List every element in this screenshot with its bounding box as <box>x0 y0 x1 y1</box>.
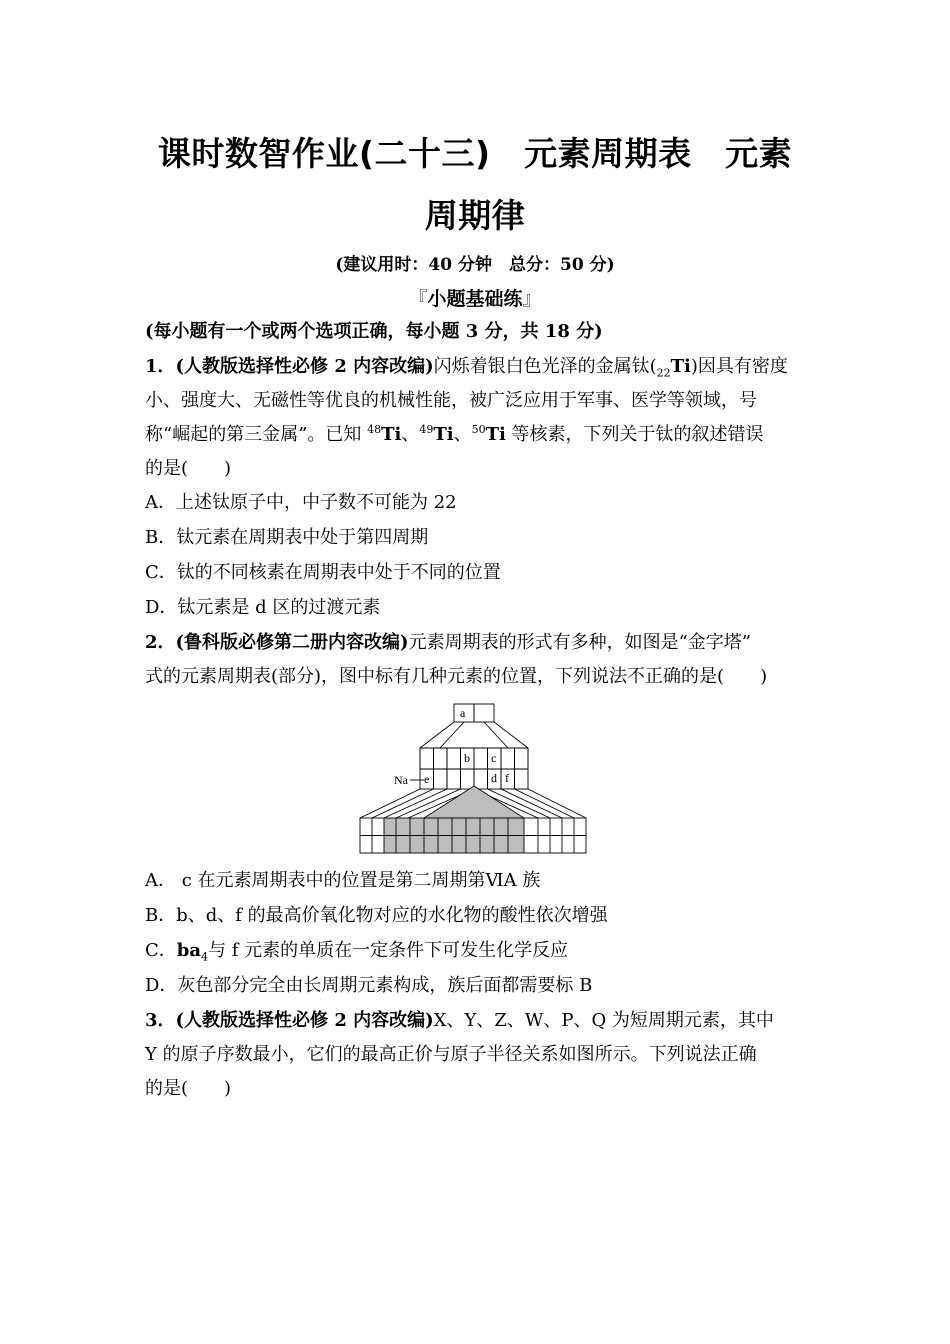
q2-option-c-text: 与 f 元素的单质在一定条件下可发生化学反应 <box>208 940 569 961</box>
q1-option-c: C．钛的不同核素在周期表中处于不同的位置 <box>145 562 501 583</box>
q2-source: (鲁科版必修第二册内容改编) <box>175 632 409 653</box>
q2-option-c <box>145 939 568 963</box>
q3-line2: Y 的原子序数最小，它们的最高正价与原子半径关系如图所示。下列说法正确 <box>145 1044 757 1065</box>
sep-2: 、 <box>453 424 472 445</box>
q2-line2: 式的元素周期表(部分)，图中标有几种元素的位置，下列说法不正确的是( ) <box>145 666 768 687</box>
q2-option-c-subscript: 4 <box>201 950 209 964</box>
q1-option-a: A．上述钛原子中，中子数不可能为 22 <box>145 492 457 513</box>
q1-line4: 的是( ) <box>145 458 232 479</box>
q1-element: Ti <box>670 356 691 377</box>
q3-line3: 的是( ) <box>145 1078 232 1099</box>
q2-option-b: B．b、d、f 的最高价氧化物对应的水化物的酸性依次增强 <box>145 905 608 926</box>
pyramid-periodic-table-figure <box>340 700 600 860</box>
q1-source: (人教版选择性必修 2 内容改编) <box>175 356 434 377</box>
q2-option-d: D．灰色部分完全由长周期元素构成，族后面都需要标 B <box>145 975 593 996</box>
q3-number: 3． <box>145 1010 176 1031</box>
section-heading <box>0 284 950 311</box>
label-f: f <box>505 771 509 785</box>
label-d: d <box>491 771 497 785</box>
q1-atomic-number: 22 <box>656 366 671 380</box>
q1-line2: 小、强度大、无磁性等优良的机械性能，被广泛应用于军事、医学等领域，号 <box>145 390 757 411</box>
isotope-48-mass: 48 <box>367 423 382 436</box>
q1-line3-a: 称“崛起的第三金属”。已知 <box>145 424 368 445</box>
label-b: b <box>464 751 470 765</box>
q1-option-b: B．钛元素在周期表中处于第四周期 <box>145 527 429 548</box>
q2-number: 2． <box>145 632 176 653</box>
q3-line1 <box>145 1009 774 1033</box>
label-a: a <box>460 706 466 720</box>
isotope-49-symbol: Ti <box>433 424 454 445</box>
bracket-right: 』 <box>522 288 542 310</box>
q2-option-c-prefix: C． <box>145 940 177 961</box>
isotope-50-mass: 50 <box>471 423 486 436</box>
bracket-left: 『 <box>408 288 428 310</box>
q1-line3-b: 等核素，下列关于钛的叙述错误 <box>505 424 764 445</box>
q2-line1 <box>145 631 751 655</box>
q1-text: 闪烁着银白色光泽的金属钛( <box>433 356 657 377</box>
q2-option-a: A． c 在元素周期表中的位置是第二周期第ⅥA 族 <box>145 870 541 891</box>
isotope-50-symbol: Ti <box>485 424 506 445</box>
q2-option-c-formula: ba <box>176 940 202 961</box>
isotope-49-mass: 49 <box>419 423 434 436</box>
q3-source: (人教版选择性必修 2 内容改编) <box>175 1010 434 1031</box>
q2-text: 元素周期表的形式有多种，如图是“金字塔” <box>408 632 751 653</box>
label-na: Na <box>394 773 408 787</box>
q3-text: X、Y、Z、W、P、Q 为短周期元素，其中 <box>433 1010 774 1031</box>
q1-option-d: D．钛元素是 d 区的过渡元素 <box>145 597 381 618</box>
q1-number: 1． <box>145 356 176 377</box>
sep-1: 、 <box>401 424 420 445</box>
instructions: (每小题有一个或两个选项正确，每小题 3 分，共 18 分) <box>145 321 603 342</box>
q1-line3 <box>145 423 764 447</box>
label-c: c <box>491 751 497 765</box>
page-title-line2: 周期律 <box>424 196 526 235</box>
time-score-info: (建议用时：40 分钟 总分：50 分) <box>335 255 615 275</box>
isotope-48-symbol: Ti <box>381 424 402 445</box>
q1-line1 <box>145 355 788 379</box>
page-title-line1: 课时数智作业(二十三) 元素周期表 元素 <box>157 134 793 173</box>
section-title: 小题基础练 <box>427 288 523 310</box>
q1-text-end: )因具有密度 <box>690 356 788 377</box>
label-e: e <box>424 772 430 786</box>
